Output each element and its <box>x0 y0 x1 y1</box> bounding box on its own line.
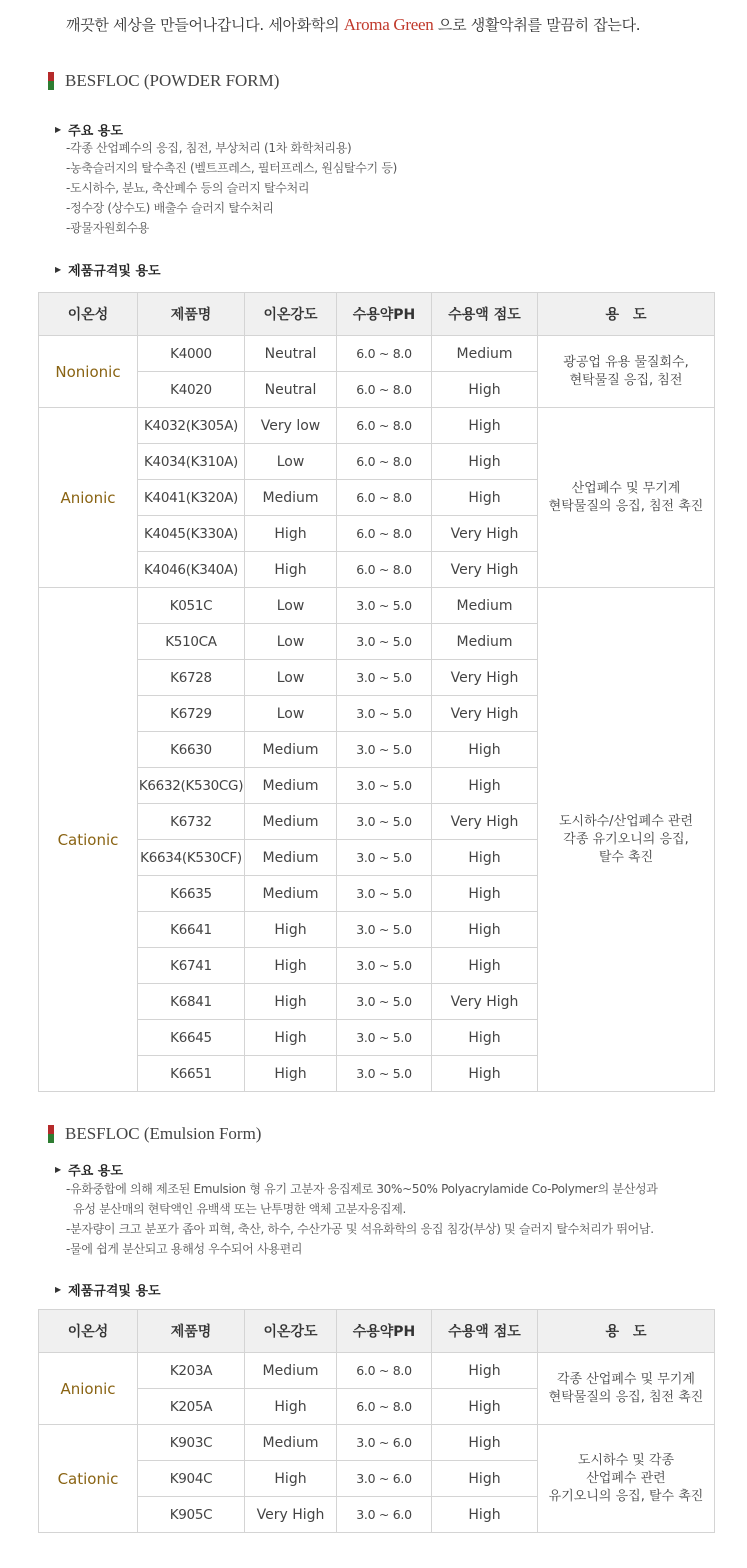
brand-name: Aroma Green <box>343 15 434 34</box>
column-header: 용 도 <box>538 293 715 336</box>
ph-cell: 3.0 ~ 5.0 <box>337 696 432 732</box>
product-name-cell: K4032(K305A) <box>138 408 245 444</box>
ion-strength-cell: Medium <box>245 1353 337 1389</box>
product-name-cell: K6645 <box>138 1020 245 1056</box>
ph-cell: 6.0 ~ 8.0 <box>337 444 432 480</box>
product-name-cell: K203A <box>138 1353 245 1389</box>
powder-uses-heading <box>55 120 123 139</box>
intro-text-end: 으로 생활악취를 말끔히 잡는다. <box>433 16 641 34</box>
ionicity-cell: Cationic <box>39 1425 138 1533</box>
product-name-cell: K4046(K340A) <box>138 552 245 588</box>
ionicity-cell: Anionic <box>39 1353 138 1425</box>
ph-cell: 3.0 ~ 5.0 <box>337 948 432 984</box>
ph-cell: 3.0 ~ 5.0 <box>337 840 432 876</box>
ion-strength-cell: Low <box>245 660 337 696</box>
ph-cell: 6.0 ~ 8.0 <box>337 1389 432 1425</box>
ph-cell: 3.0 ~ 5.0 <box>337 1056 432 1092</box>
list-item: 유성 분산매의 현탁액인 유백색 또는 난투명한 액체 고분자응집제. <box>66 1202 407 1216</box>
column-header: 수용액 점도 <box>432 1310 538 1353</box>
product-name-cell: K903C <box>138 1425 245 1461</box>
ph-cell: 6.0 ~ 8.0 <box>337 1353 432 1389</box>
ph-cell: 3.0 ~ 5.0 <box>337 768 432 804</box>
table-row <box>39 1425 715 1461</box>
ion-strength-cell: High <box>245 516 337 552</box>
ion-strength-cell: Medium <box>245 804 337 840</box>
product-name-cell: K6732 <box>138 804 245 840</box>
triangle-bullet-icon: ▶ <box>55 1285 62 1294</box>
column-header: 수용약PH <box>337 293 432 336</box>
emulsion-spec-heading-text: 제품규격및 용도 <box>68 1284 161 1299</box>
list-item: -각종 산업폐수의 응집, 침전, 부상처리 (1차 화학처리용) <box>66 141 352 155</box>
table-header-row <box>39 1310 715 1353</box>
powder-title-text: BESFLOC (POWDER FORM) <box>65 71 280 90</box>
list-item: -농축슬러지의 탈수촉진 (벨트프레스, 필터프레스, 원심탈수기 등) <box>66 161 397 175</box>
viscosity-cell: Very High <box>432 516 538 552</box>
product-name-cell: K6651 <box>138 1056 245 1092</box>
table-row <box>39 588 715 624</box>
product-name-cell: K051C <box>138 588 245 624</box>
viscosity-cell: Medium <box>432 624 538 660</box>
column-header: 수용액 점도 <box>432 293 538 336</box>
product-name-cell: K4041(K320A) <box>138 480 245 516</box>
column-header: 용 도 <box>538 1310 715 1353</box>
viscosity-cell: High <box>432 732 538 768</box>
column-header: 제품명 <box>138 1310 245 1353</box>
ph-cell: 6.0 ~ 8.0 <box>337 372 432 408</box>
product-name-cell: K6841 <box>138 984 245 1020</box>
column-header: 수용약PH <box>337 1310 432 1353</box>
list-item: -도시하수, 분뇨, 축산폐수 등의 슬러지 탈수처리 <box>66 181 310 195</box>
viscosity-cell: High <box>432 768 538 804</box>
viscosity-cell: High <box>432 480 538 516</box>
viscosity-cell: High <box>432 1389 538 1425</box>
viscosity-cell: Very High <box>432 804 538 840</box>
ion-strength-cell: High <box>245 1056 337 1092</box>
product-name-cell: K6741 <box>138 948 245 984</box>
column-header: 이온강도 <box>245 1310 337 1353</box>
ph-cell: 3.0 ~ 6.0 <box>337 1425 432 1461</box>
ph-cell: 3.0 ~ 5.0 <box>337 912 432 948</box>
ion-strength-cell: Neutral <box>245 372 337 408</box>
list-item: -정수장 (상수도) 배출수 슬러지 탈수처리 <box>66 201 274 215</box>
product-name-cell: K4020 <box>138 372 245 408</box>
ion-strength-cell: Low <box>245 444 337 480</box>
intro-sentence <box>66 14 640 35</box>
product-name-cell: K905C <box>138 1497 245 1533</box>
ion-strength-cell: Medium <box>245 840 337 876</box>
ionicity-cell: Anionic <box>39 408 138 588</box>
ionicity-cell: Nonionic <box>39 336 138 408</box>
triangle-bullet-icon: ▶ <box>55 265 62 274</box>
emulsion-section-title <box>48 1124 261 1144</box>
product-name-cell: K4000 <box>138 336 245 372</box>
product-name-cell: K6729 <box>138 696 245 732</box>
viscosity-cell: Very High <box>432 984 538 1020</box>
usage-cell: 산업폐수 및 무기계 현탁물질의 응집, 침전 촉진 <box>538 408 715 588</box>
ion-strength-cell: Low <box>245 624 337 660</box>
ph-cell: 3.0 ~ 5.0 <box>337 984 432 1020</box>
ion-strength-cell: High <box>245 1389 337 1425</box>
product-name-cell: K6728 <box>138 660 245 696</box>
ph-cell: 6.0 ~ 8.0 <box>337 480 432 516</box>
table-row <box>39 1353 715 1389</box>
ion-strength-cell: High <box>245 984 337 1020</box>
product-name-cell: K6630 <box>138 732 245 768</box>
powder-uses-list <box>66 138 397 238</box>
table-row <box>39 408 715 444</box>
ph-cell: 6.0 ~ 8.0 <box>337 336 432 372</box>
column-header: 이온강도 <box>245 293 337 336</box>
intro-text: 깨끗한 세상을 만들어나갑니다. 세아화학의 <box>66 16 344 34</box>
product-name-cell: K6641 <box>138 912 245 948</box>
ph-cell: 3.0 ~ 6.0 <box>337 1497 432 1533</box>
viscosity-cell: High <box>432 948 538 984</box>
ph-cell: 3.0 ~ 5.0 <box>337 804 432 840</box>
ion-strength-cell: Low <box>245 588 337 624</box>
viscosity-cell: Medium <box>432 336 538 372</box>
ion-strength-cell: Very High <box>245 1497 337 1533</box>
viscosity-cell: High <box>432 444 538 480</box>
viscosity-cell: High <box>432 408 538 444</box>
powder-spec-table <box>38 292 715 1092</box>
usage-cell: 도시하수/산업폐수 관련 각종 유기오니의 응집, 탈수 촉진 <box>538 588 715 1092</box>
emulsion-spec-heading <box>55 1280 161 1299</box>
table-row <box>39 336 715 372</box>
product-name-cell: K510CA <box>138 624 245 660</box>
product-name-cell: K6632(K530CG) <box>138 768 245 804</box>
viscosity-cell: High <box>432 1461 538 1497</box>
ph-cell: 3.0 ~ 5.0 <box>337 588 432 624</box>
column-header: 제품명 <box>138 293 245 336</box>
ph-cell: 3.0 ~ 5.0 <box>337 624 432 660</box>
ion-strength-cell: Very low <box>245 408 337 444</box>
emulsion-spec-table <box>38 1309 715 1533</box>
ph-cell: 6.0 ~ 8.0 <box>337 408 432 444</box>
product-name-cell: K4045(K330A) <box>138 516 245 552</box>
ion-strength-cell: Medium <box>245 732 337 768</box>
product-name-cell: K4034(K310A) <box>138 444 245 480</box>
powder-section-title <box>48 71 279 91</box>
ionicity-cell: Cationic <box>39 588 138 1092</box>
ion-strength-cell: Medium <box>245 768 337 804</box>
list-item: -분자량이 크고 분포가 좁아 피혁, 축산, 하수, 수산가공 및 석유화학의 응집 침강(부상) 및 슬러지 탈수처리가 뛰어남. <box>66 1222 654 1236</box>
ph-cell: 3.0 ~ 5.0 <box>337 732 432 768</box>
product-name-cell: K6634(K530CF) <box>138 840 245 876</box>
viscosity-cell: Very High <box>432 696 538 732</box>
usage-cell: 각종 산업폐수 및 무기계 현탁물질의 응집, 침전 촉진 <box>538 1353 715 1425</box>
ion-strength-cell: High <box>245 948 337 984</box>
ion-strength-cell: Low <box>245 696 337 732</box>
ion-strength-cell: Neutral <box>245 336 337 372</box>
viscosity-cell: High <box>432 372 538 408</box>
viscosity-cell: Very High <box>432 660 538 696</box>
ion-strength-cell: High <box>245 912 337 948</box>
ion-strength-cell: Medium <box>245 480 337 516</box>
list-item: -물에 쉽게 분산되고 용해성 우수되어 사용편리 <box>66 1242 303 1256</box>
ph-cell: 3.0 ~ 6.0 <box>337 1461 432 1497</box>
viscosity-cell: High <box>432 876 538 912</box>
emulsion-uses-heading-text: 주요 용도 <box>68 1164 123 1179</box>
powder-spec-heading-text: 제품규격및 용도 <box>68 264 161 279</box>
emulsion-uses-list <box>66 1179 658 1259</box>
viscosity-cell: High <box>432 840 538 876</box>
ph-cell: 6.0 ~ 8.0 <box>337 552 432 588</box>
title-bar-icon <box>48 1125 54 1143</box>
ion-strength-cell: High <box>245 1461 337 1497</box>
ion-strength-cell: Medium <box>245 876 337 912</box>
powder-uses-heading-text: 주요 용도 <box>68 124 123 139</box>
ion-strength-cell: High <box>245 1020 337 1056</box>
ph-cell: 3.0 ~ 5.0 <box>337 660 432 696</box>
viscosity-cell: High <box>432 1353 538 1389</box>
ph-cell: 6.0 ~ 8.0 <box>337 516 432 552</box>
table-header-row <box>39 293 715 336</box>
ph-cell: 3.0 ~ 5.0 <box>337 1020 432 1056</box>
powder-spec-heading <box>55 260 161 279</box>
title-bar-icon <box>48 72 54 90</box>
viscosity-cell: High <box>432 1497 538 1533</box>
column-header: 이온성 <box>39 293 138 336</box>
viscosity-cell: Very High <box>432 552 538 588</box>
viscosity-cell: High <box>432 1425 538 1461</box>
emulsion-uses-heading <box>55 1160 123 1179</box>
triangle-bullet-icon: ▶ <box>55 125 62 134</box>
ph-cell: 3.0 ~ 5.0 <box>337 876 432 912</box>
viscosity-cell: Medium <box>432 588 538 624</box>
column-header: 이온성 <box>39 1310 138 1353</box>
viscosity-cell: High <box>432 1056 538 1092</box>
ion-strength-cell: High <box>245 552 337 588</box>
product-name-cell: K6635 <box>138 876 245 912</box>
triangle-bullet-icon: ▶ <box>55 1165 62 1174</box>
viscosity-cell: High <box>432 1020 538 1056</box>
emulsion-title-text: BESFLOC (Emulsion Form) <box>65 1124 262 1143</box>
ion-strength-cell: Medium <box>245 1425 337 1461</box>
list-item: -광물자원회수용 <box>66 221 150 235</box>
list-item: -유화중합에 의해 제조된 Emulsion 형 유기 고분자 응집제로 30%~50% Polyacrylamide Co-Polymer의 분산성과 <box>66 1182 658 1196</box>
usage-cell: 도시하수 및 각종 산업폐수 관련 유기오니의 응집, 탈수 촉진 <box>538 1425 715 1533</box>
product-name-cell: K904C <box>138 1461 245 1497</box>
viscosity-cell: High <box>432 912 538 948</box>
product-name-cell: K205A <box>138 1389 245 1425</box>
usage-cell: 광공업 유용 물질회수, 현탁물질 응집, 침전 <box>538 336 715 408</box>
